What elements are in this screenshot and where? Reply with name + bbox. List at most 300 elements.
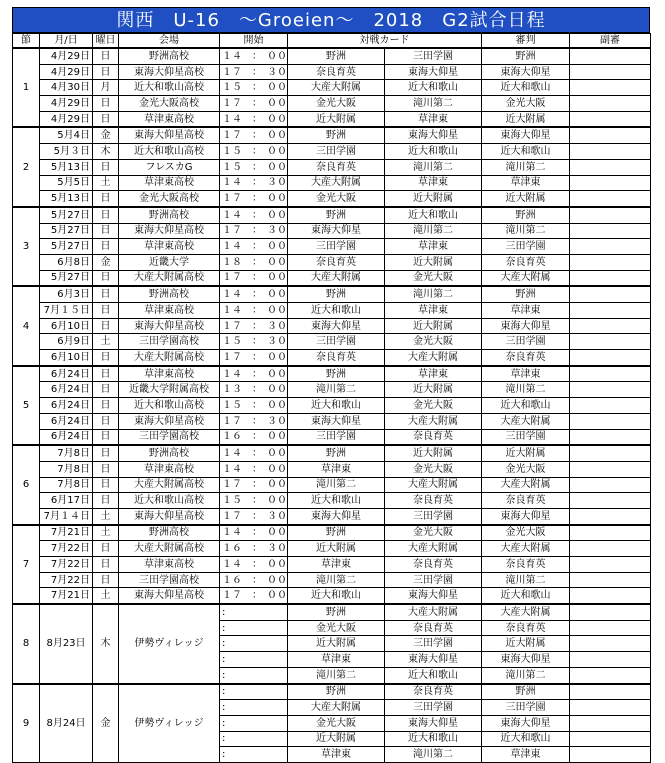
- referee-team: 大産大附属: [482, 477, 570, 493]
- match-row: [13, 127, 651, 143]
- referee-team: 奈良育英: [482, 557, 570, 573]
- round-number: 9: [13, 684, 40, 763]
- away-team: 奈良育英: [385, 429, 482, 445]
- kickoff-time: １７ ： ００: [220, 350, 288, 366]
- match-day: 日: [93, 413, 119, 429]
- match-venue: 近畿大学: [119, 254, 220, 270]
- match-row: [13, 398, 651, 414]
- match-date: 6月17日: [40, 493, 93, 509]
- referee-team: 野洲: [482, 684, 570, 700]
- home-team: 滝川第二: [288, 477, 385, 493]
- kickoff-time: １６ ： ３０: [220, 541, 288, 557]
- home-team: 野洲: [288, 127, 385, 143]
- away-team: 東海大仰星: [385, 64, 482, 80]
- away-team: 三田学園: [385, 700, 482, 716]
- match-day: 日: [93, 445, 119, 461]
- kickoff-time: １３ ： ００: [220, 382, 288, 398]
- header-match: 対戦カード: [288, 34, 482, 49]
- match-row: [13, 239, 651, 255]
- home-team: 東海大仰星: [288, 223, 385, 239]
- kickoff-time: :: [220, 700, 288, 716]
- match-day: 月: [93, 80, 119, 96]
- kickoff-time: １４ ： ００: [220, 286, 288, 302]
- assistant-referee: [570, 684, 651, 700]
- away-team: 近大附属: [385, 254, 482, 270]
- away-team: 三田学園: [385, 508, 482, 524]
- match-day: 日: [93, 303, 119, 319]
- match-row: [13, 80, 651, 96]
- match-row: [13, 493, 651, 509]
- match-day: 日: [93, 64, 119, 80]
- assistant-referee: [570, 731, 651, 747]
- home-team: 金光大阪: [288, 620, 385, 636]
- referee-team: 奈良育英: [482, 254, 570, 270]
- round-number: 4: [13, 286, 40, 365]
- home-team: 野洲: [288, 604, 385, 620]
- match-row: [13, 525, 651, 541]
- match-venue: 近大和歌山高校: [119, 144, 220, 160]
- match-venue: 草津東高校: [119, 366, 220, 382]
- match-date: 7月21日: [40, 525, 93, 541]
- match-venue: 近大和歌山高校: [119, 80, 220, 96]
- match-row: [13, 588, 651, 604]
- match-date: 6月3日: [40, 286, 93, 302]
- home-team: 滝川第二: [288, 667, 385, 683]
- match-day: 日: [93, 286, 119, 302]
- kickoff-time: １６ ： ００: [220, 572, 288, 588]
- match-date: 6月24日: [40, 398, 93, 414]
- match-venue: 大産大附属高校: [119, 541, 220, 557]
- match-row: [13, 48, 651, 64]
- assistant-referee: [570, 652, 651, 668]
- assistant-referee: [570, 175, 651, 191]
- referee-team: 金光大阪: [482, 96, 570, 112]
- assistant-referee: [570, 366, 651, 382]
- assistant-referee: [570, 191, 651, 207]
- home-team: 大産大附属: [288, 270, 385, 286]
- match-date: 7月22日: [40, 541, 93, 557]
- kickoff-time: :: [220, 731, 288, 747]
- assistant-referee: [570, 207, 651, 223]
- match-venue: 野洲高校: [119, 445, 220, 461]
- match-day: 金: [93, 254, 119, 270]
- kickoff-time: :: [220, 667, 288, 683]
- assistant-referee: [570, 588, 651, 604]
- referee-team: 草津東: [482, 175, 570, 191]
- match-date: 5月4日: [40, 127, 93, 143]
- match-row: [13, 477, 651, 493]
- kickoff-time: １４ ： ００: [220, 303, 288, 319]
- kickoff-time: １７ ： ３０: [220, 64, 288, 80]
- away-team: 三田学園: [385, 636, 482, 652]
- referee-team: 大産大附属: [482, 413, 570, 429]
- away-team: 奈良育英: [385, 684, 482, 700]
- match-row: [13, 303, 651, 319]
- match-day: 土: [93, 334, 119, 350]
- round-number: 1: [13, 48, 40, 127]
- home-team: 東海大仰星: [288, 413, 385, 429]
- away-team: 近大和歌山: [385, 667, 482, 683]
- kickoff-time: :: [220, 684, 288, 700]
- assistant-referee: [570, 557, 651, 573]
- match-venue: 金光大阪高校: [119, 191, 220, 207]
- home-team: 野洲: [288, 48, 385, 64]
- home-team: 滝川第二: [288, 382, 385, 398]
- match-date: 4月29日: [40, 64, 93, 80]
- match-venue: 近畿大学附属高校: [119, 382, 220, 398]
- kickoff-time: １４ ： ００: [220, 366, 288, 382]
- match-date: 5月３日: [40, 144, 93, 160]
- assistant-referee: [570, 48, 651, 64]
- kickoff-time: １５ ： ３０: [220, 334, 288, 350]
- home-team: 野洲: [288, 684, 385, 700]
- home-team: 金光大阪: [288, 191, 385, 207]
- referee-team: 野洲: [482, 207, 570, 223]
- referee-team: 滝川第二: [482, 382, 570, 398]
- away-team: 大産大附属: [385, 604, 482, 620]
- match-venue: 草津東高校: [119, 303, 220, 319]
- assistant-referee: [570, 127, 651, 143]
- away-team: 大産大附属: [385, 350, 482, 366]
- kickoff-time: １７ ： ３０: [220, 223, 288, 239]
- home-team: 近大附属: [288, 541, 385, 557]
- away-team: 滝川第二: [385, 286, 482, 302]
- away-team: 近大和歌山: [385, 207, 482, 223]
- away-team: 金光大阪: [385, 270, 482, 286]
- away-team: 大産大附属: [385, 541, 482, 557]
- match-venue: 近大和歌山高校: [119, 398, 220, 414]
- home-team: 三田学園: [288, 334, 385, 350]
- match-row: [13, 366, 651, 382]
- round-number: 8: [13, 604, 40, 683]
- match-day: 土: [93, 525, 119, 541]
- match-row: [13, 684, 651, 700]
- referee-team: 滝川第二: [482, 223, 570, 239]
- kickoff-time: :: [220, 604, 288, 620]
- match-row: [13, 159, 651, 175]
- away-team: 近大附属: [385, 445, 482, 461]
- away-team: 大産大附属: [385, 477, 482, 493]
- match-date: 7月8日: [40, 461, 93, 477]
- match-row: [13, 541, 651, 557]
- kickoff-time: :: [220, 652, 288, 668]
- kickoff-time: １４ ： ００: [220, 239, 288, 255]
- match-date: 6月9日: [40, 334, 93, 350]
- assistant-referee: [570, 620, 651, 636]
- away-team: 滝川第二: [385, 96, 482, 112]
- home-team: 野洲: [288, 366, 385, 382]
- away-team: 近大附属: [385, 382, 482, 398]
- assistant-referee: [570, 667, 651, 683]
- match-date: 6月8日: [40, 254, 93, 270]
- home-team: 野洲: [288, 286, 385, 302]
- home-team: 野洲: [288, 207, 385, 223]
- match-date: 5月13日: [40, 191, 93, 207]
- home-team: 草津東: [288, 747, 385, 763]
- referee-team: 奈良育英: [482, 620, 570, 636]
- kickoff-time: １７ ： ３０: [220, 508, 288, 524]
- referee-team: 近大附属: [482, 636, 570, 652]
- match-row: [13, 207, 651, 223]
- assistant-referee: [570, 286, 651, 302]
- match-date: 4月29日: [40, 111, 93, 127]
- match-venue: 東海大仰星高校: [119, 64, 220, 80]
- match-venue: 東海大仰星高校: [119, 127, 220, 143]
- referee-team: 大産大附属: [482, 604, 570, 620]
- match-date: 5月5日: [40, 175, 93, 191]
- home-team: 近大和歌山: [288, 303, 385, 319]
- match-venue: 野洲高校: [119, 286, 220, 302]
- match-venue: 近大和歌山高校: [119, 493, 220, 509]
- match-day: 土: [93, 175, 119, 191]
- assistant-referee: [570, 239, 651, 255]
- match-day: 日: [93, 557, 119, 573]
- kickoff-time: １８ ： ００: [220, 254, 288, 270]
- away-team: 草津東: [385, 239, 482, 255]
- referee-team: 近大和歌山: [482, 80, 570, 96]
- match-venue: 野洲高校: [119, 525, 220, 541]
- match-date: 8月24日: [40, 684, 93, 763]
- match-day: 日: [93, 541, 119, 557]
- assistant-referee: [570, 636, 651, 652]
- match-day: 日: [93, 239, 119, 255]
- match-date: 4月29日: [40, 96, 93, 112]
- assistant-referee: [570, 254, 651, 270]
- home-team: 奈良育英: [288, 159, 385, 175]
- assistant-referee: [570, 445, 651, 461]
- match-day: 日: [93, 382, 119, 398]
- kickoff-time: １６ ： ００: [220, 429, 288, 445]
- home-team: 近大和歌山: [288, 493, 385, 509]
- assistant-referee: [570, 747, 651, 763]
- match-day: 日: [93, 207, 119, 223]
- referee-team: 東海大仰星: [482, 715, 570, 731]
- match-venue: 伊勢ヴィレッジ: [119, 684, 220, 763]
- match-row: [13, 64, 651, 80]
- away-team: 東海大仰星: [385, 652, 482, 668]
- referee-team: 近大附属: [482, 191, 570, 207]
- away-team: 草津東: [385, 303, 482, 319]
- kickoff-time: １７ ： ００: [220, 96, 288, 112]
- assistant-referee: [570, 144, 651, 160]
- referee-team: 草津東: [482, 366, 570, 382]
- referee-team: 東海大仰星: [482, 127, 570, 143]
- match-date: 7月１５日: [40, 303, 93, 319]
- match-day: 土: [93, 588, 119, 604]
- kickoff-time: １７ ： ００: [220, 270, 288, 286]
- referee-team: 金光大阪: [482, 461, 570, 477]
- match-day: 日: [93, 366, 119, 382]
- kickoff-time: １４ ： ００: [220, 461, 288, 477]
- assistant-referee: [570, 461, 651, 477]
- home-team: 近大附属: [288, 731, 385, 747]
- match-row: [13, 254, 651, 270]
- home-team: 近大附属: [288, 636, 385, 652]
- away-team: 金光大阪: [385, 525, 482, 541]
- away-team: 金光大阪: [385, 334, 482, 350]
- home-team: 金光大阪: [288, 96, 385, 112]
- match-venue: 大産大附属高校: [119, 270, 220, 286]
- home-team: 三田学園: [288, 429, 385, 445]
- kickoff-time: １５ ： ００: [220, 159, 288, 175]
- match-row: [13, 111, 651, 127]
- match-row: [13, 350, 651, 366]
- referee-team: 草津東: [482, 747, 570, 763]
- away-team: 近大和歌山: [385, 144, 482, 160]
- kickoff-time: １７ ： ３０: [220, 413, 288, 429]
- referee-team: 三田学園: [482, 334, 570, 350]
- away-team: 草津東: [385, 111, 482, 127]
- away-team: 大産大附属: [385, 413, 482, 429]
- referee-team: 東海大仰星: [482, 64, 570, 80]
- referee-team: 近大附属: [482, 111, 570, 127]
- match-day: 土: [93, 508, 119, 524]
- kickoff-time: :: [220, 636, 288, 652]
- home-team: 東海大仰星: [288, 508, 385, 524]
- match-row: [13, 334, 651, 350]
- match-venue: 草津東高校: [119, 239, 220, 255]
- away-team: 金光大阪: [385, 398, 482, 414]
- referee-team: 滝川第二: [482, 667, 570, 683]
- kickoff-time: :: [220, 747, 288, 763]
- match-day: 日: [93, 96, 119, 112]
- match-row: [13, 318, 651, 334]
- match-day: 日: [93, 429, 119, 445]
- referee-team: 奈良育英: [482, 350, 570, 366]
- match-venue: 野洲高校: [119, 207, 220, 223]
- home-team: 草津東: [288, 557, 385, 573]
- match-date: 7月21日: [40, 588, 93, 604]
- match-day: 日: [93, 48, 119, 64]
- assistant-referee: [570, 303, 651, 319]
- header-start: 開始: [220, 34, 288, 49]
- assistant-referee: [570, 96, 651, 112]
- match-row: [13, 286, 651, 302]
- match-row: [13, 572, 651, 588]
- header-date: 月/日: [40, 34, 93, 49]
- match-date: 6月10日: [40, 318, 93, 334]
- assistant-referee: [570, 64, 651, 80]
- match-row: [13, 413, 651, 429]
- kickoff-time: :: [220, 620, 288, 636]
- match-venue: 草津東高校: [119, 175, 220, 191]
- referee-team: 野洲: [482, 48, 570, 64]
- match-row: [13, 191, 651, 207]
- match-date: 6月24日: [40, 413, 93, 429]
- referee-team: 東海大仰星: [482, 318, 570, 334]
- referee-team: 草津東: [482, 303, 570, 319]
- home-team: 野洲: [288, 445, 385, 461]
- referee-team: 近大和歌山: [482, 588, 570, 604]
- match-date: 5月27日: [40, 270, 93, 286]
- home-team: 大産大附属: [288, 175, 385, 191]
- round-number: 3: [13, 207, 40, 286]
- match-day: 日: [93, 350, 119, 366]
- assistant-referee: [570, 111, 651, 127]
- assistant-referee: [570, 413, 651, 429]
- header-row: [13, 34, 651, 49]
- match-venue: 大産大附属高校: [119, 350, 220, 366]
- match-date: 5月27日: [40, 239, 93, 255]
- assistant-referee: [570, 223, 651, 239]
- match-venue: 三田学園高校: [119, 572, 220, 588]
- home-team: 草津東: [288, 652, 385, 668]
- kickoff-time: １７ ： ００: [220, 588, 288, 604]
- home-team: 奈良育英: [288, 350, 385, 366]
- away-team: 奈良育英: [385, 557, 482, 573]
- match-row: [13, 175, 651, 191]
- match-venue: 東海大仰星高校: [119, 588, 220, 604]
- match-venue: 大産大附属高校: [119, 477, 220, 493]
- away-team: 滝川第二: [385, 223, 482, 239]
- assistant-referee: [570, 270, 651, 286]
- assistant-referee: [570, 477, 651, 493]
- referee-team: 奈良育英: [482, 493, 570, 509]
- home-team: 奈良育英: [288, 64, 385, 80]
- referee-team: 金光大阪: [482, 525, 570, 541]
- home-team: 滝川第二: [288, 572, 385, 588]
- away-team: 東海大仰星: [385, 715, 482, 731]
- kickoff-time: １５ ： ００: [220, 398, 288, 414]
- assistant-referee: [570, 541, 651, 557]
- home-team: 大産大附属: [288, 700, 385, 716]
- match-venue: 東海大仰星高校: [119, 223, 220, 239]
- referee-team: 近大和歌山: [482, 398, 570, 414]
- match-date: 6月24日: [40, 382, 93, 398]
- away-team: 金光大阪: [385, 461, 482, 477]
- match-day: 日: [93, 318, 119, 334]
- assistant-referee: [570, 382, 651, 398]
- match-row: [13, 445, 651, 461]
- home-team: 東海大仰星: [288, 318, 385, 334]
- header-venue: 会場: [119, 34, 220, 49]
- match-venue: 三田学園高校: [119, 429, 220, 445]
- match-row: [13, 508, 651, 524]
- away-team: 東海大仰星: [385, 127, 482, 143]
- kickoff-time: １４ ： ００: [220, 525, 288, 541]
- match-day: 金: [93, 684, 119, 763]
- round-number: 2: [13, 127, 40, 206]
- referee-team: 近大附属: [482, 445, 570, 461]
- away-team: 近大附属: [385, 318, 482, 334]
- home-team: 奈良育英: [288, 254, 385, 270]
- kickoff-time: １４ ： ００: [220, 557, 288, 573]
- home-team: 金光大阪: [288, 715, 385, 731]
- match-day: 日: [93, 270, 119, 286]
- match-date: 7月22日: [40, 572, 93, 588]
- match-row: [13, 604, 651, 620]
- home-team: 三田学園: [288, 239, 385, 255]
- home-team: 草津東: [288, 461, 385, 477]
- match-venue: 東海大仰星高校: [119, 508, 220, 524]
- kickoff-time: １７ ： ３０: [220, 318, 288, 334]
- match-venue: 伊勢ヴィレッジ: [119, 604, 220, 683]
- assistant-referee: [570, 715, 651, 731]
- match-day: 木: [93, 604, 119, 683]
- match-row: [13, 382, 651, 398]
- kickoff-time: １５ ： ００: [220, 80, 288, 96]
- away-team: 奈良育英: [385, 493, 482, 509]
- assistant-referee: [570, 80, 651, 96]
- match-row: [13, 429, 651, 445]
- match-date: 6月24日: [40, 429, 93, 445]
- referee-team: 近大和歌山: [482, 731, 570, 747]
- match-day: 日: [93, 111, 119, 127]
- assistant-referee: [570, 493, 651, 509]
- home-team: 近大和歌山: [288, 398, 385, 414]
- match-day: 日: [93, 461, 119, 477]
- match-date: 5月27日: [40, 223, 93, 239]
